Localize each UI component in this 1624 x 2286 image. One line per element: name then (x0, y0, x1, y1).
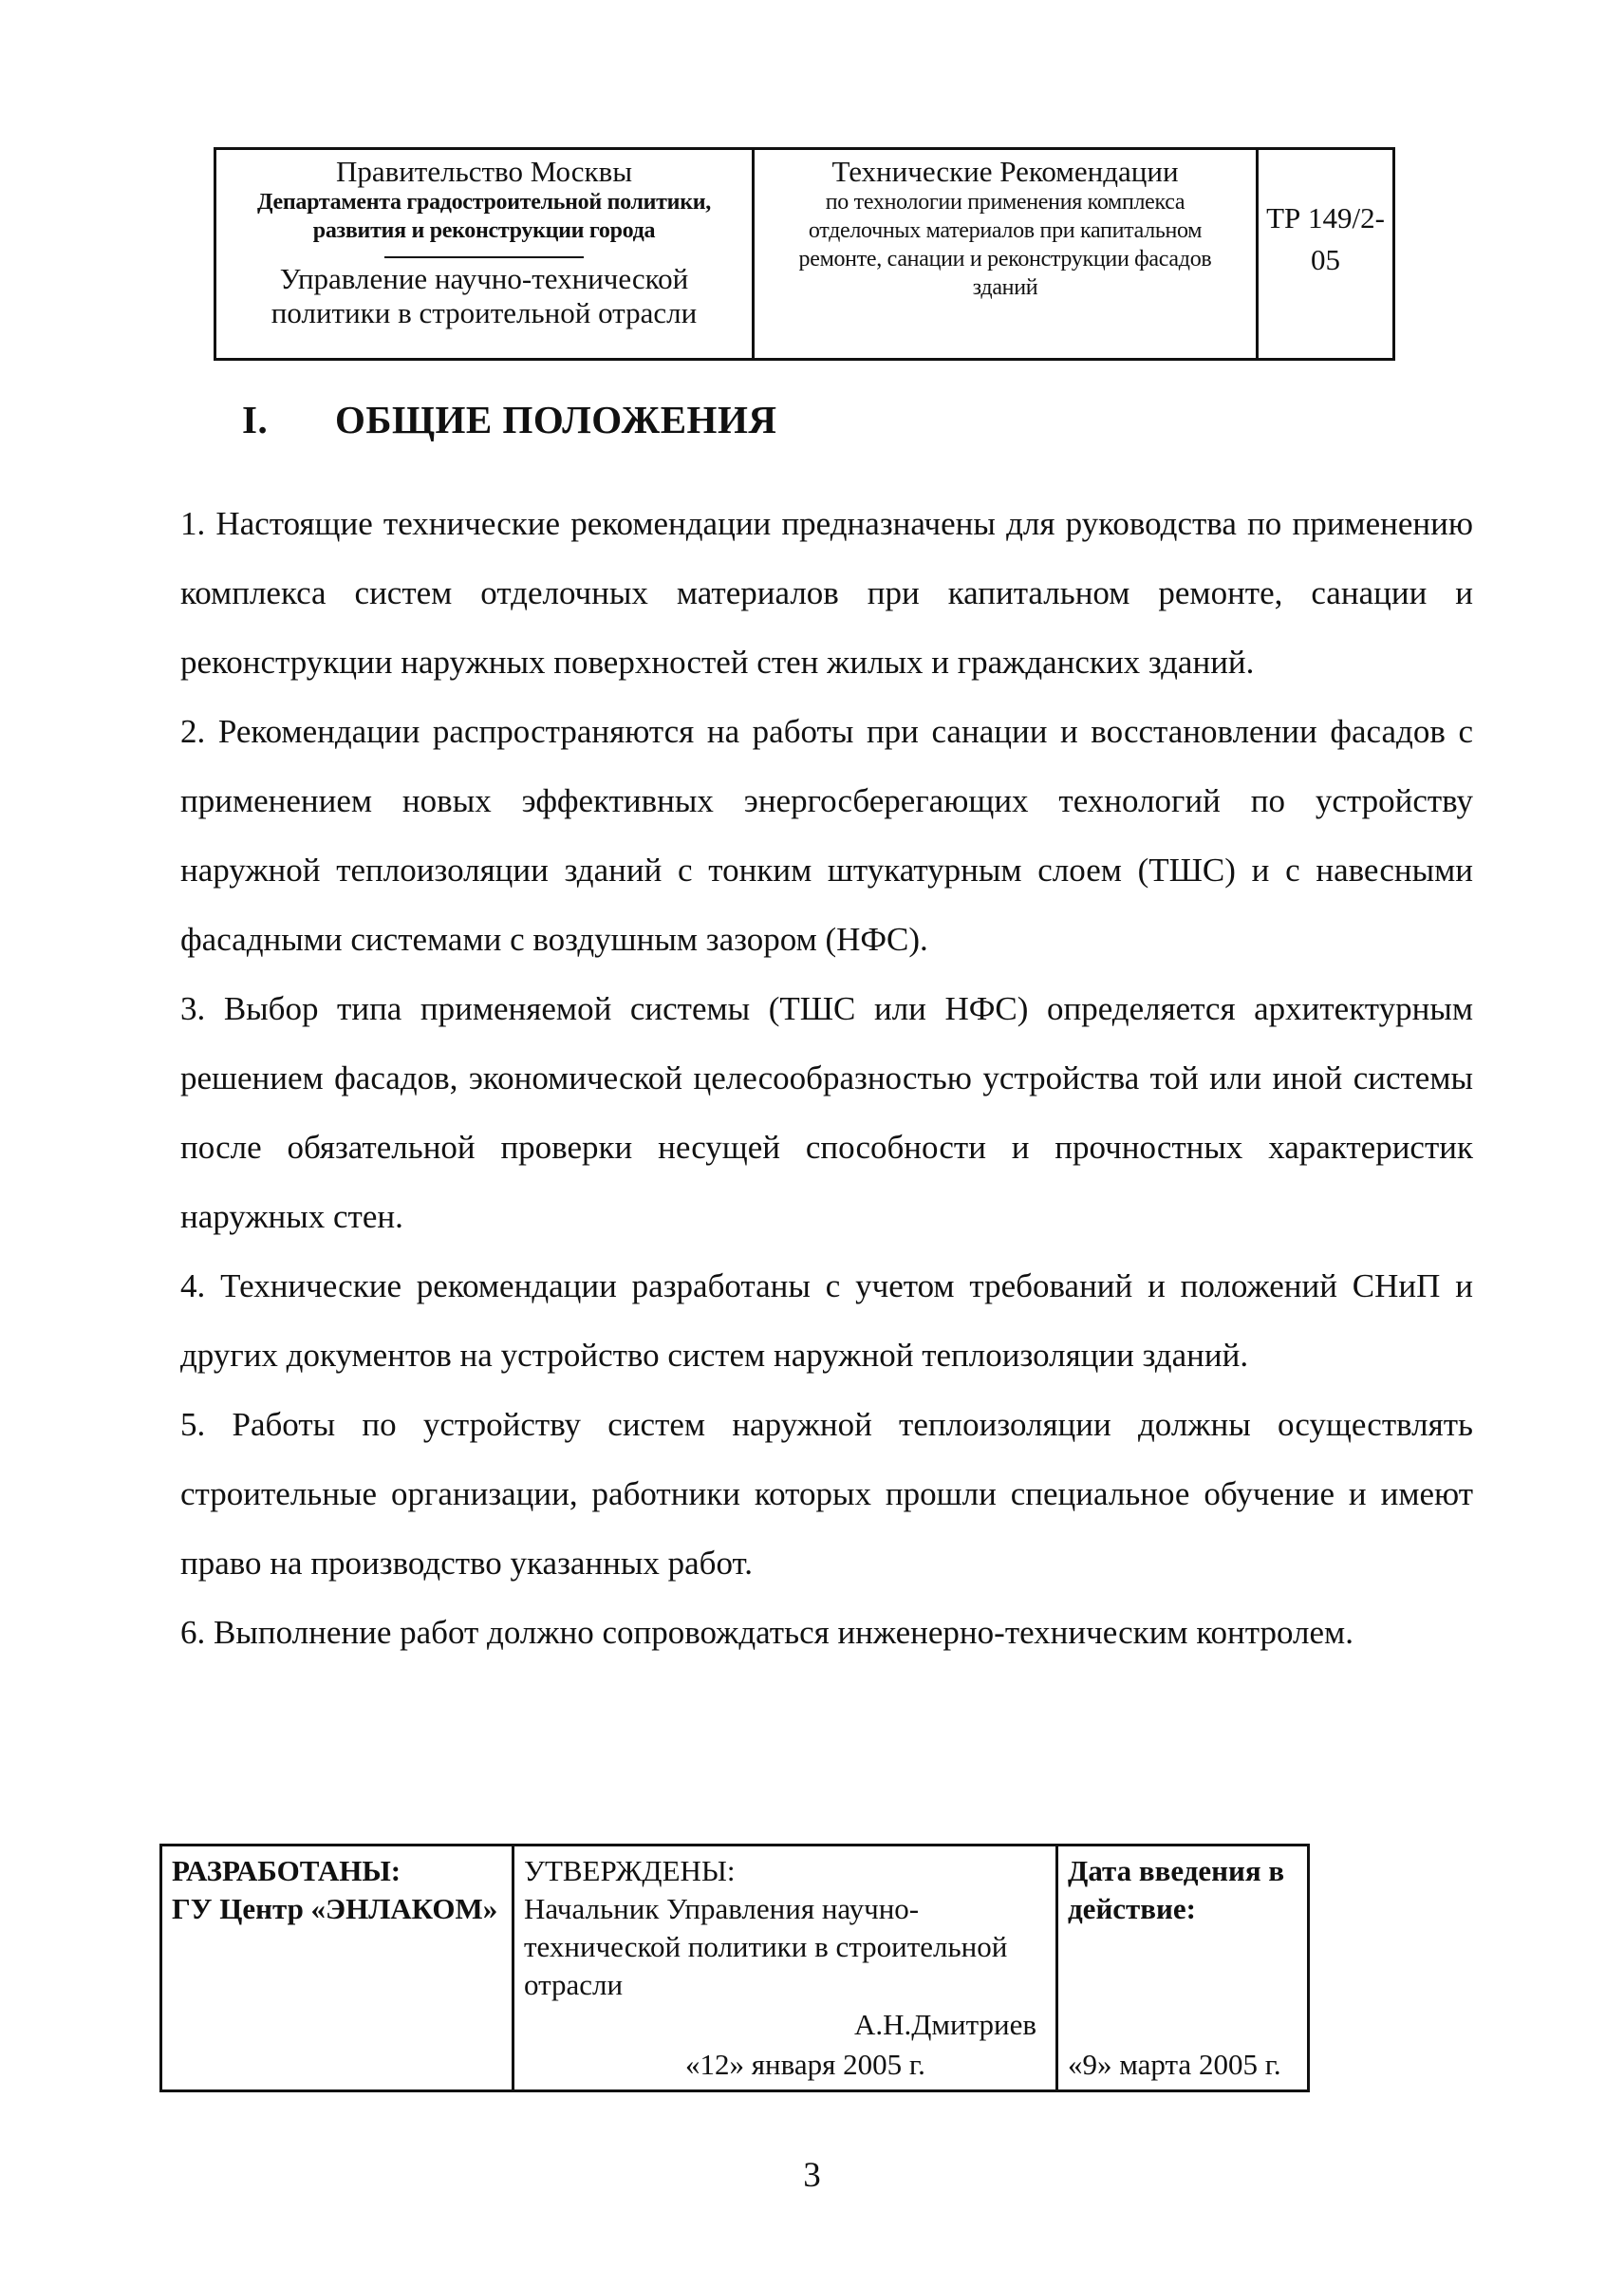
department-line-2: развития и реконструкции города (312, 218, 656, 243)
approved-label: УТВЕРЖДЕНЫ: (524, 1854, 736, 1887)
management-line-1: Управление научно-технической (279, 262, 689, 295)
doc-title: Технические Рекомендации (831, 155, 1179, 188)
header-doc-title-cell (754, 149, 1258, 360)
paragraph-1: 1. Настоящие технические рекомендации предназначены для руководства по применению комплекса систем отделочных материалов при капитальном ремонте, санации и реконструкции наружных поверхностей стен жилых и гражданских зданий. (180, 505, 1473, 681)
header-divider (384, 256, 584, 258)
header-authority-cell (215, 149, 754, 360)
paragraph-5: 5. Работы по устройству систем наружной теплоизоляции должны осуществлять строительные организации, работники которых прошли специальное обучение и имеют право на производство указанных работ. (180, 1406, 1473, 1582)
developed-by: ГУ Центр «ЭНЛАКОМ» (172, 1892, 498, 1925)
approved-position: Начальник Управления научно-технической политики в строительной отрасли (524, 1892, 1008, 2001)
doc-subtitle-line-2: отделочных материалов при капитальном (808, 218, 1203, 243)
header-table (214, 147, 1395, 361)
doc-code-line-1: ТР 149/2- (1266, 201, 1385, 234)
doc-subtitle-line-3: ремонте, санации и реконструкции фасадов (798, 247, 1212, 272)
doc-subtitle-line-4: зданий (972, 275, 1038, 300)
section-number: I. (242, 398, 269, 441)
footer-approved-cell (513, 1846, 1057, 2091)
approved-date: «12» января 2005 г. (685, 2048, 925, 2081)
effective-label: Дата введения в действие: (1068, 1854, 1285, 1925)
paragraph-3: 3. Выбор типа применяемой системы (ТШС или НФС) определяется архитектурным решением фасадов, экономической целесообразностью устройства той или иной системы после обязательной проверки несущей способности и прочностных характеристик наружных стен. (180, 990, 1473, 1235)
developed-label: РАЗРАБОТАНЫ: (172, 1854, 401, 1887)
footer-developed-cell (161, 1846, 513, 2091)
footer-table (159, 1844, 1310, 2092)
paragraph-4: 4. Технические рекомендации разработаны с учетом требований и положений СНиП и других документов на устройство систем наружной теплоизоляции зданий. (180, 1267, 1473, 1374)
footer-effective-cell (1057, 1846, 1309, 2091)
paragraph-2: 2. Рекомендации распространяются на работы при санации и восстановлении фасадов с применением новых эффективных энергосберегающих технологий по устройству наружной теплоизоляции зданий с тонким штукатурным слоем (ТШС) и с навесными фасадными системами с воздушным зазором (НФС). (180, 713, 1473, 958)
body-text (180, 489, 1473, 1667)
section-title: ОБЩИЕ ПОЛОЖЕНИЯ (335, 398, 777, 441)
effective-date: «9» марта 2005 г. (1068, 2048, 1281, 2081)
doc-subtitle-line-1: по технологии применения комплекса (825, 190, 1185, 215)
authority-title: Правительство Москвы (335, 155, 633, 188)
paragraph-6: 6. Выполнение работ должно сопровождаться инженерно-техническим контролем. (180, 1614, 1353, 1651)
management-line-2: политики в строительной отрасли (271, 296, 698, 329)
approved-signer: А.Н.Дмитриев (853, 2008, 1036, 2041)
page-number: 3 (803, 2156, 821, 2195)
department-line-1: Департамента градостроительной политики, (257, 190, 711, 215)
section-heading (242, 397, 776, 442)
doc-code-line-2: 05 (1311, 243, 1340, 276)
header-doc-code-cell (1258, 149, 1394, 360)
